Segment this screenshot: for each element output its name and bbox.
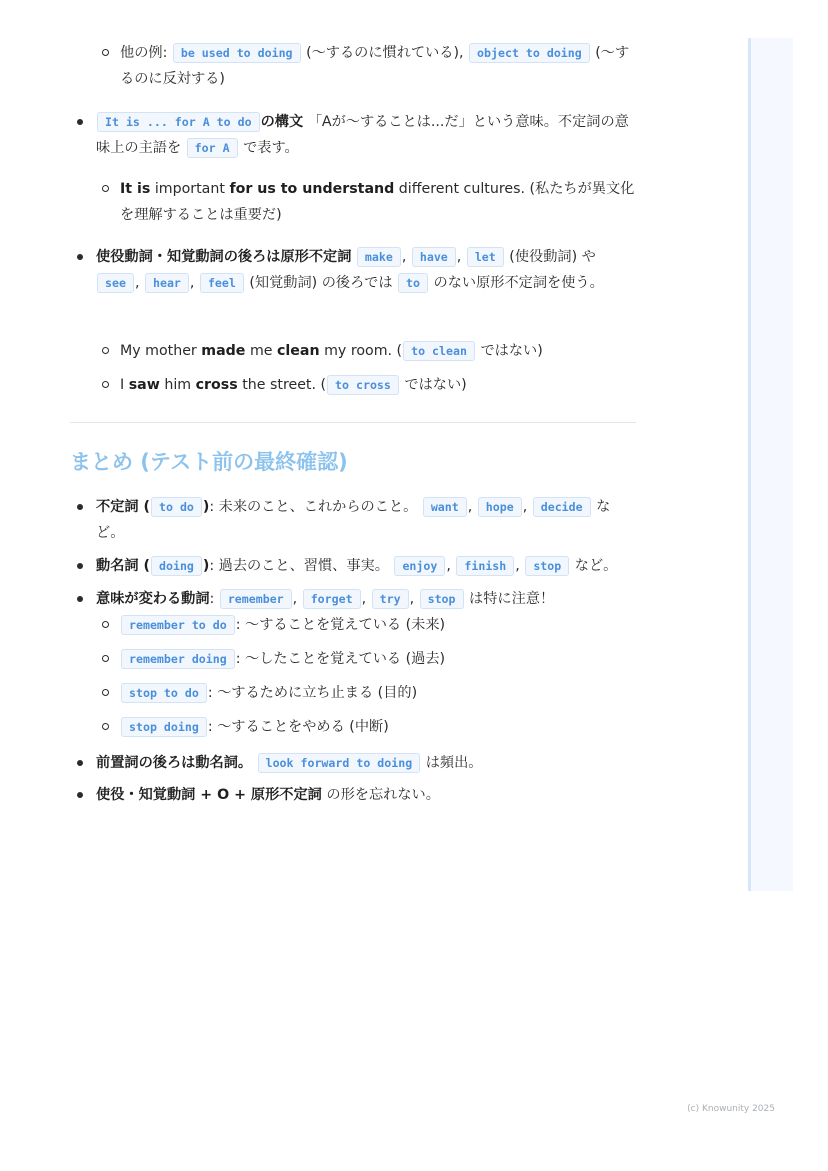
bold-text: 不定詞 ( (96, 499, 150, 515)
body-text: など。 (96, 499, 611, 541)
bold-text: clean (277, 343, 320, 359)
example-text: (〜するのに反対する) (120, 45, 630, 87)
code-for-a: for A (187, 138, 238, 158)
list-item (70, 612, 636, 638)
body-text: : (209, 591, 215, 607)
code-remember-doing: remember doing (121, 649, 235, 669)
body-text: : 未来のこと、これからのこと。 (209, 499, 418, 515)
bold-text: の構文 (260, 114, 304, 130)
body-text: : 過去のこと、習慣、事実。 (209, 558, 389, 574)
code-remember-to-do: remember to do (121, 615, 235, 635)
code-doing: doing (151, 556, 202, 576)
example-lead: 他の例: (120, 45, 168, 61)
code-remember: remember (220, 589, 292, 609)
code-have: have (412, 247, 456, 267)
body-text: I (120, 377, 125, 393)
code-make: make (357, 247, 401, 267)
body-text: の形を忘れない。 (326, 787, 440, 803)
divider (70, 422, 636, 423)
code-feel: feel (200, 273, 244, 293)
code-stop: stop (525, 556, 569, 576)
body-text: My mother (120, 343, 197, 359)
body-text: は頻出。 (425, 755, 483, 771)
list-item: 使役動詞・知覚動詞の後ろは原形不定詞 make , have , let (使役動詞) や see , hear , feel (知覚動詞) の後ろでは to のない原形不定詞を使う。 (70, 244, 636, 296)
body-text: : 〜することを覚えている (未来) (235, 617, 446, 633)
code-be-used-to-doing: be used to doing (173, 43, 301, 63)
code-to-do: to do (151, 497, 202, 517)
body-text: my room. ( (324, 343, 403, 359)
code-stop: stop (420, 589, 464, 609)
bold-text: 意味が変わる動詞 (96, 591, 210, 607)
list-item (70, 109, 636, 161)
summary-heading: まとめ (テスト前の最終確認) (70, 450, 348, 474)
code-try: try (372, 589, 409, 609)
list-item (70, 714, 636, 740)
bold-text: 前置詞の後ろは動名詞。 (96, 755, 253, 771)
body-text: ではない) (480, 343, 543, 359)
code-it-is-for-a-to-do: It is ... for A to do (97, 112, 260, 132)
summary-list-block (70, 494, 636, 808)
causative-block (70, 244, 636, 296)
body-text: 「Aが〜することは...だ」という意味。不定詞の意味上の主語を (96, 114, 629, 156)
code-enjoy: enjoy (394, 556, 445, 576)
code-look-forward-to-doing: look forward to doing (258, 753, 421, 773)
body-text: the street. ( (242, 377, 327, 393)
body-text: : 〜するために立ち止まる (目的) (207, 685, 418, 701)
bold-text: 動名詞 ( (96, 558, 150, 574)
bold-text: 使役動詞・知覚動詞の後ろは原形不定詞 (96, 249, 352, 265)
body-text: : 〜することをやめる (中断) (207, 719, 389, 735)
bold-text: ) (202, 558, 210, 574)
list-item (70, 372, 636, 398)
footer-copyright: (c) Knowunity 2025 (687, 1104, 775, 1114)
body-text: で表す。 (243, 140, 299, 156)
list-item (70, 176, 636, 228)
list-item (70, 40, 636, 92)
body-text: important (154, 181, 225, 197)
body-text: のない原形不定詞を使う。 (433, 275, 604, 291)
list-item (70, 338, 636, 364)
summary-item-preposition (70, 750, 636, 776)
body-text: : 〜したことを覚えている (過去) (235, 651, 446, 667)
summary-item-causative (70, 782, 636, 808)
code-stop-doing: stop doing (121, 717, 207, 737)
example-text: (〜するのに慣れている), (306, 45, 464, 61)
body-text: him (164, 377, 192, 393)
body-text: など。 (574, 558, 618, 574)
bold-text: cross (195, 377, 238, 393)
body-text: me (249, 343, 273, 359)
code-let: let (467, 247, 504, 267)
summary-item-infinitive: 不定詞 ( to do ): 未来のこと、これからのこと。 want , hope , decide など。 (70, 494, 636, 546)
code-see: see (97, 273, 134, 293)
code-object-to-doing: object to doing (469, 43, 590, 63)
summary-item-meaning-change: 意味が変わる動詞: remember , forget , try , stop は特に注意！ remember to do : 〜することを覚えている (未来) remember doing : 〜したことを覚えている (過去) stop to do : 〜するために立ち止まる (目的) stop doing : 〜することをやめる (中断) (70, 586, 636, 740)
body-text: (知覚動詞) の後ろでは (249, 275, 393, 291)
side-panel-strip (748, 38, 793, 891)
code-forget: forget (303, 589, 361, 609)
code-hear: hear (145, 273, 189, 293)
code-hope: hope (478, 497, 522, 517)
code-to-cross: to cross (327, 375, 399, 395)
code-to: to (398, 273, 428, 293)
code-finish: finish (456, 556, 514, 576)
list-item (70, 680, 636, 706)
code-decide: decide (533, 497, 591, 517)
code-stop-to-do: stop to do (121, 683, 207, 703)
bold-text: ) (202, 499, 210, 515)
it-for-block (70, 109, 636, 161)
it-for-example-block (70, 176, 636, 228)
bold-text: saw (128, 377, 160, 393)
other-examples-block (70, 40, 636, 92)
body-text: は特に注意！ (469, 591, 555, 607)
bold-text: made (201, 343, 246, 359)
code-to-clean: to clean (403, 341, 475, 361)
bold-text: It is (120, 181, 151, 197)
body-text: (使役動詞) や (509, 249, 596, 265)
bold-text: 使役・知覚動詞 + O + 原形不定詞 (96, 787, 322, 803)
code-want: want (423, 497, 467, 517)
summary-item-gerund: 動名詞 ( doing ): 過去のこと、習慣、事実。 enjoy , finish , stop など。 (70, 553, 636, 579)
list-item (70, 646, 636, 672)
bold-text: for us to understand (229, 181, 395, 197)
body-text: ではない) (404, 377, 467, 393)
causative-examples-block (70, 338, 636, 398)
body-text: different cultures. (私たちが異文化を理解することは重要だ) (120, 181, 635, 223)
